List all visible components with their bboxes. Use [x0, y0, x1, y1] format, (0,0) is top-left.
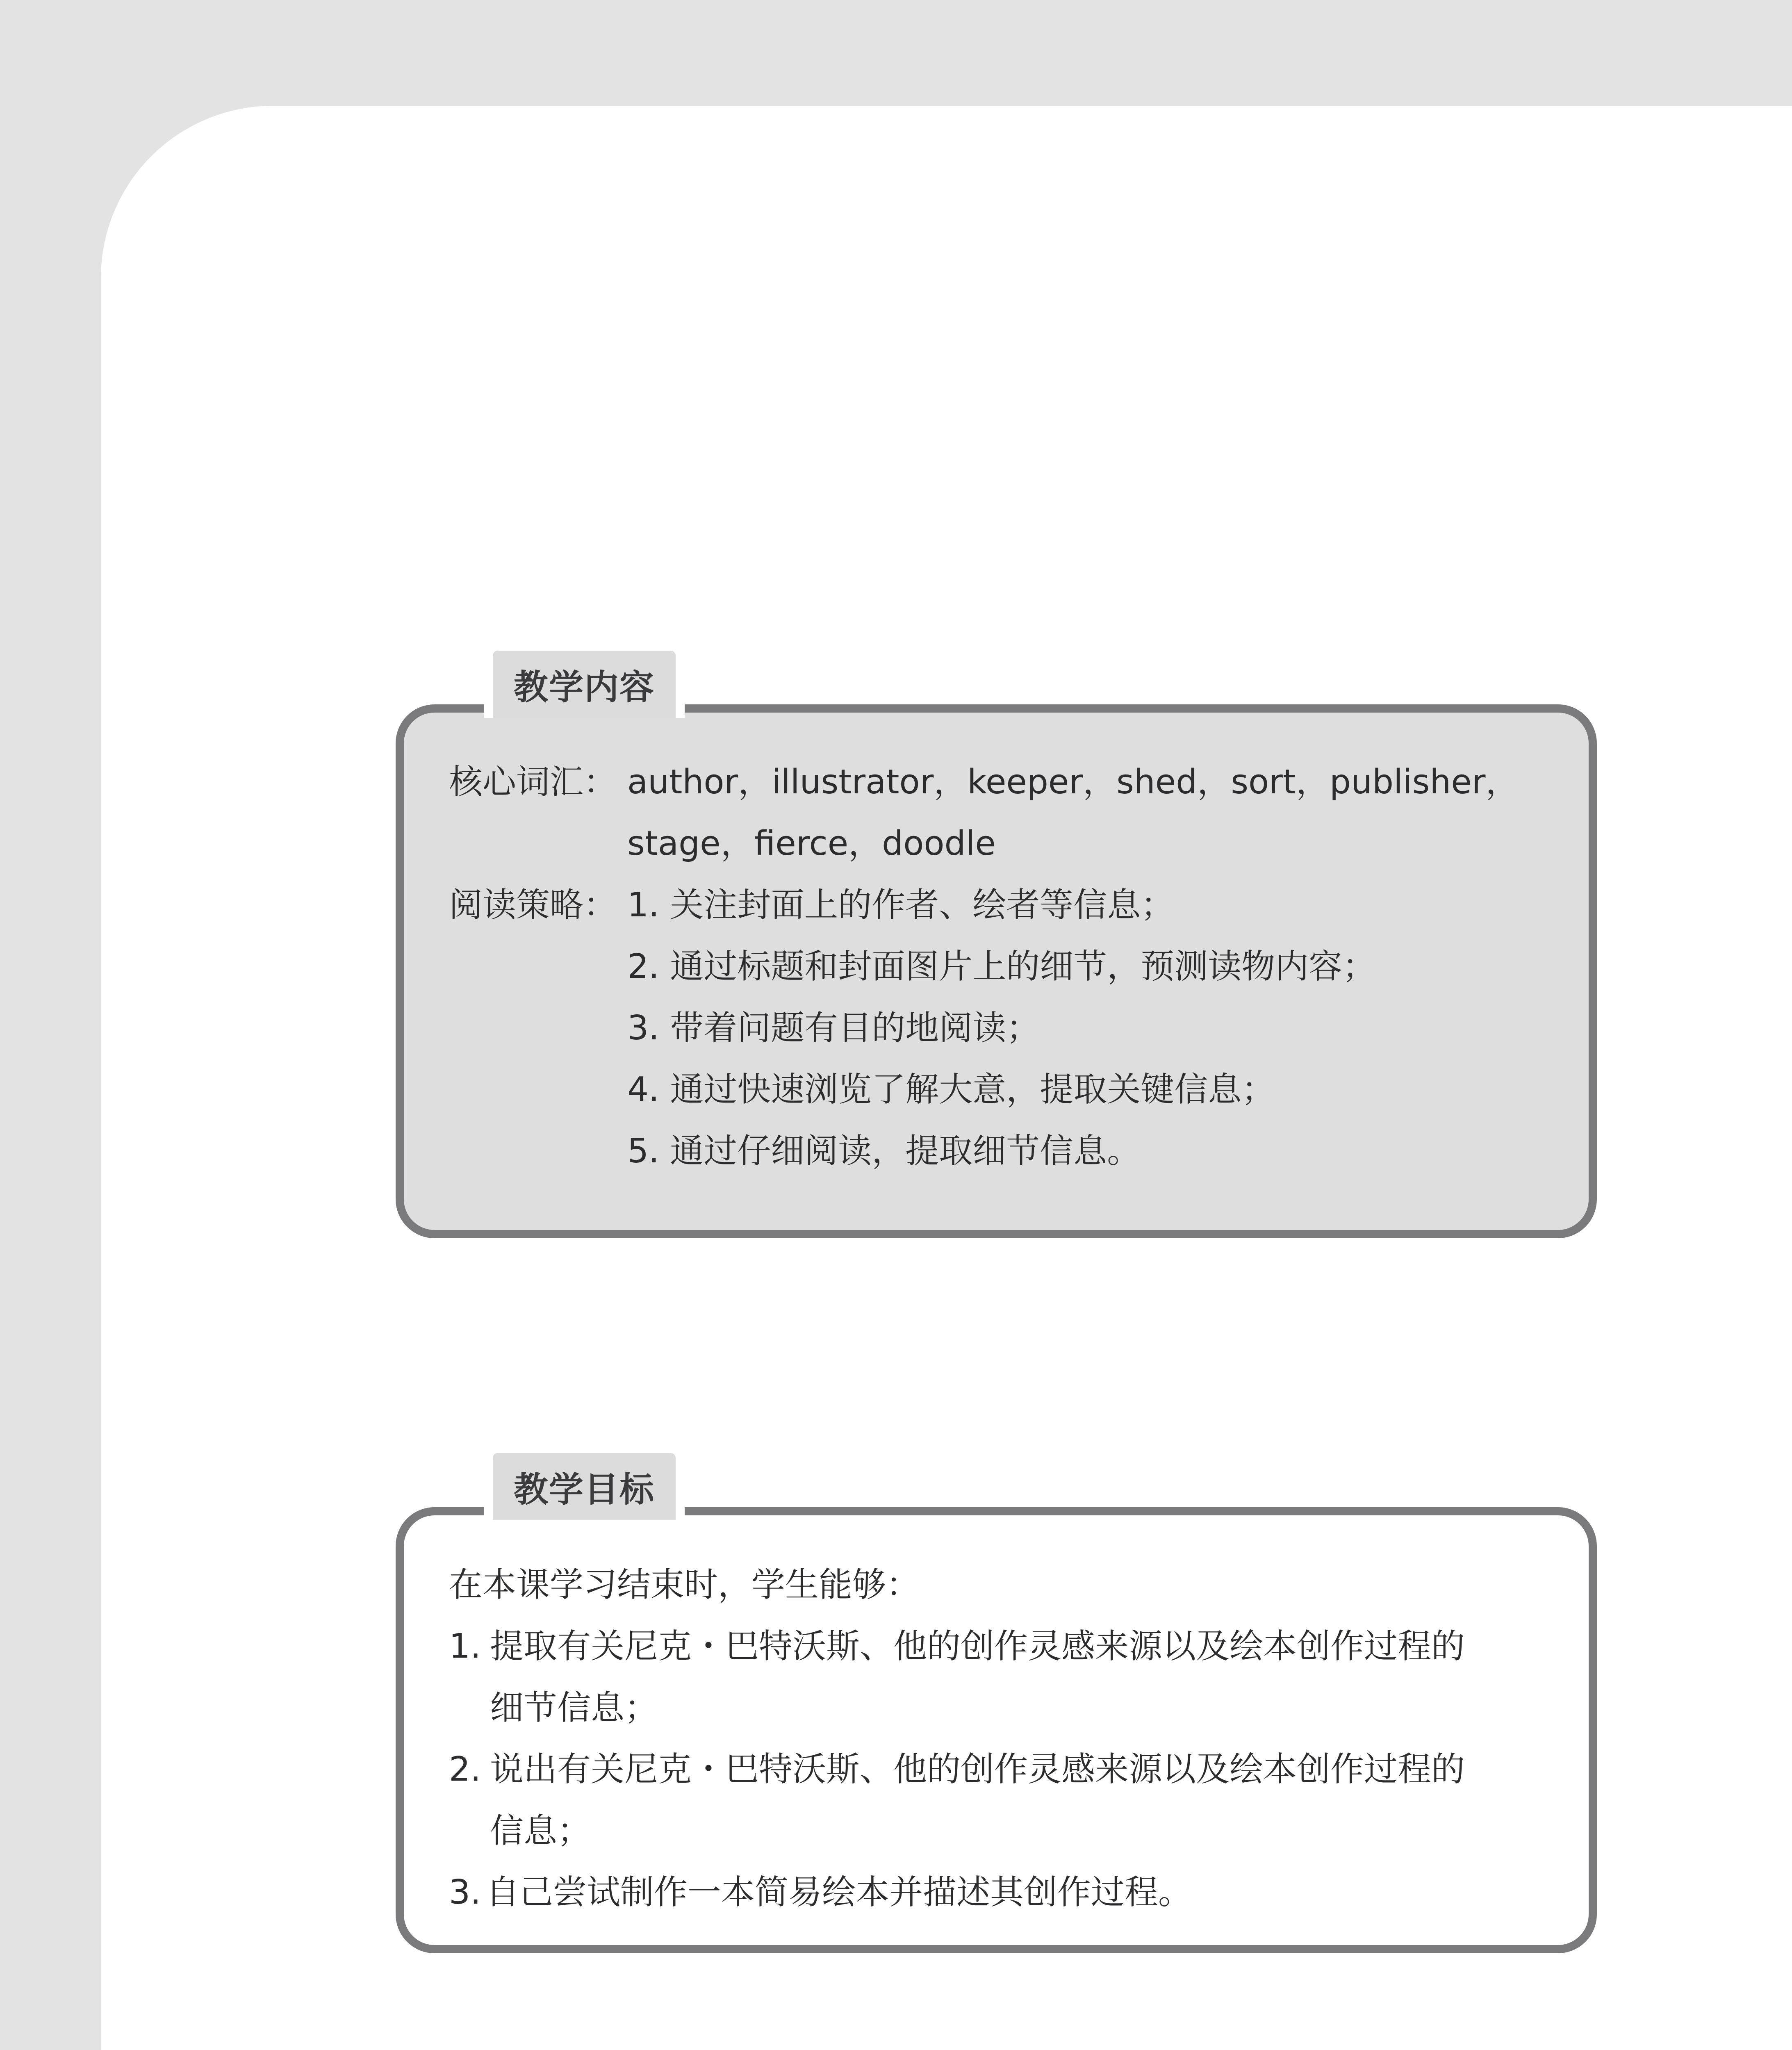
teaching-goals-tab	[484, 1444, 685, 1520]
goal-text: 自己尝试制作一本简易绘本并描述其创作过程。	[486, 1873, 1192, 1912]
strategy-item: 5. 通过仔细阅读，提取细节信息。	[627, 1132, 1141, 1171]
teaching-goals-panel	[396, 1507, 1597, 1953]
goal-number: 2.	[449, 1750, 481, 1789]
strategy-item: 4. 通过快速浏览了解大意，提取关键信息；	[627, 1070, 1275, 1109]
goal-text: 细节信息；	[490, 1688, 658, 1727]
teaching-goals-title: 教学目标	[513, 1469, 655, 1510]
strategy-item: 3. 带着问题有目的地阅读；	[627, 1009, 1040, 1048]
teaching-content-title: 教学内容	[513, 667, 655, 707]
goal-text: 信息；	[490, 1811, 591, 1850]
vocab-label: 核心词汇：	[449, 763, 617, 802]
teaching-content-tab	[484, 642, 685, 718]
strategy-label: 阅读策略：	[449, 886, 617, 925]
goal-number: 1.	[449, 1627, 481, 1666]
goal-text: 提取有关尼克・巴特沃斯、他的创作灵感来源以及绘本创作过程的	[490, 1627, 1465, 1666]
goals-intro: 在本课学习结束时，学生能够：	[449, 1565, 920, 1604]
goal-number: 3.	[449, 1873, 481, 1912]
goal-text: 说出有关尼克・巴特沃斯、他的创作灵感来源以及绘本创作过程的	[490, 1750, 1465, 1789]
strategy-item: 2. 通过标题和封面图片上的细节，预测读物内容；	[627, 947, 1376, 986]
strategy-item: 1. 关注封面上的作者、绘者等信息；	[627, 886, 1175, 925]
vocab-line-2: stage，fierce，doodle	[627, 824, 996, 863]
teaching-content-panel	[396, 704, 1597, 1238]
vocab-line-1: author，illustrator，keeper，shed，sort，publisher，	[627, 763, 1519, 802]
